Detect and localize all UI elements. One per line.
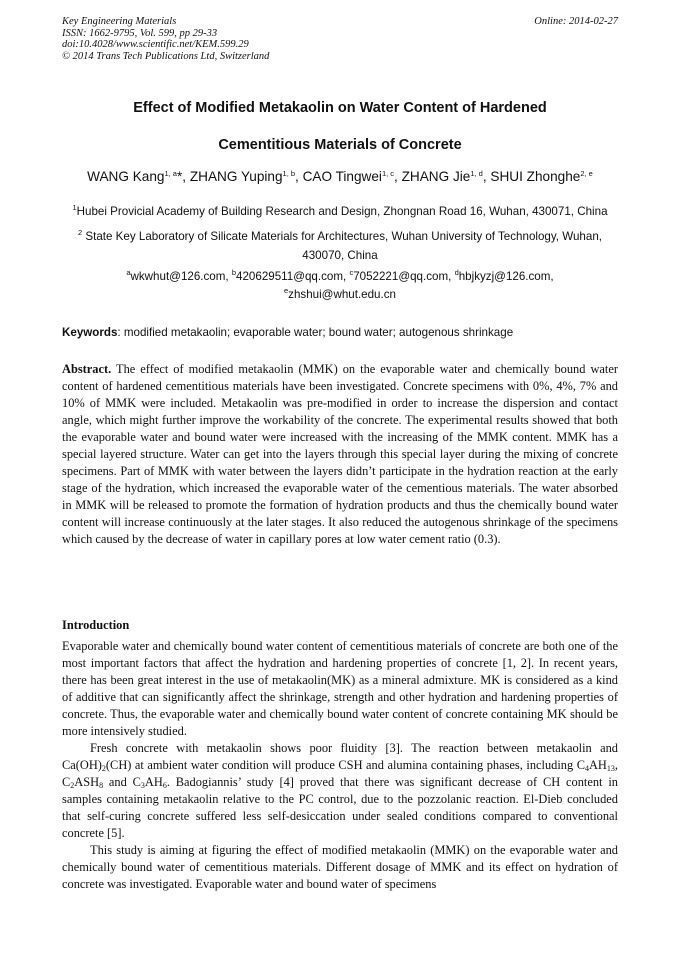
journal-name: Key Engineering Materials [62, 16, 177, 27]
email-superscript: a [126, 268, 131, 277]
issn-line: ISSN: 1662-9795, Vol. 599, pp 29-33 [62, 27, 218, 39]
author-superscript: 1, a [164, 169, 177, 178]
keywords-label: Keywords [62, 326, 118, 339]
affiliation-2 [62, 227, 618, 265]
title-line-1: Effect of Modified Metakaolin on Water Content of Hardened [133, 100, 547, 116]
email-superscript: c [349, 268, 354, 277]
author-superscript: 1, c [381, 169, 395, 178]
email-superscript: d [454, 268, 459, 277]
author-list [62, 168, 618, 186]
author-superscript: 1, d [470, 169, 483, 178]
email-link[interactable]: wkwhut@126.com, [130, 270, 232, 283]
affiliation-text: Hubei Provicial Academy of Building Research and Design, Zhongnan Road 16, Wuhan, 430071, China [76, 205, 608, 218]
email-superscript: e [284, 286, 289, 295]
email-link[interactable]: 420629511@qq.com, [236, 270, 350, 283]
email-superscript: b [231, 268, 237, 277]
intro-paragraph-3: This study is aiming at figuring the effect of modified metakaolin (MMK) on the evaporable water and chemically bound water of cementitious materials. Different dosage of MMK and its effect on hydration of concrete was investigated. Evaporable water and bound water of specimens [62, 843, 618, 891]
email-link[interactable]: zhshui@whut.edu.cn [288, 288, 396, 301]
affiliation-number: 2 [77, 228, 83, 237]
subscript: 13 [606, 764, 615, 773]
author-name: , ZHANG Jie [394, 169, 471, 184]
author-superscript: 2, e [580, 169, 593, 178]
text-run: and C [103, 775, 141, 789]
author-name: , SHUI Zhonghe [482, 169, 581, 184]
journal-header [62, 16, 618, 62]
email-link[interactable]: 7052221@qq.com, [353, 270, 455, 283]
affiliation-1 [62, 202, 618, 221]
introduction-body [62, 638, 618, 893]
corresponding-author-mark: * [176, 169, 183, 184]
text-run: AH [144, 775, 163, 789]
author-superscript: 1, b [282, 169, 296, 178]
online-date: Online: 2014-02-27 [534, 16, 618, 27]
subscript: 6 [162, 781, 167, 790]
abstract-text: The effect of modified metakaolin (MMK) on the evaporable water and chemically bound water content of hardened cementitious materials have been investigated. Concrete specimens with 0%, 4%, 7% and 10% of MMK were included. Metakaolin was pre-modified in order to increase the dispersion and contact angle, which might further improve the workability of the concrete. The experimental results showed that both the evaporable water and bound water were increased with the increasing of the MMK content. MMK has a special layered structure. Water can get into the layers through this special layer during the mixing of concrete specimens. Part of MMK with water between the layers didn’t participate in the hydration reaction at the early stage of the hydration, which increased the evaporable water of the cementious materials. The water absorbed in MMK will be released to promote the formation of hydration products and thus the chemically bound water content will increase continuously at the later stages. It also reduced the autogenous shrinkage of the specimens which caused by the decrease of water in capillary pores at low water cement ratio (0.3). [62, 362, 618, 546]
intro-paragraph-2 [62, 740, 618, 842]
text-run: AH [588, 758, 607, 772]
affiliation-text: State Key Laboratory of Silicate Materials for Architectures, Wuhan University of Technology, Wuhan, 430070, China [85, 230, 602, 262]
text-run: . Badogiannis’ study [4] proved that there was significant decrease of CH content in samples containing metakaolin relative to the PC control, due to the pozzolanic reaction. El-Dieb concluded that self-curing concrete suffered less self-desiccation under sealed conditions compared to conventional concrete [5]. [62, 775, 618, 840]
abstract [62, 361, 618, 548]
email-link[interactable]: hbjkyzj@126.com, [458, 270, 554, 283]
author-emails [90, 268, 590, 304]
text-run: ASH [74, 775, 100, 789]
keywords [62, 325, 618, 341]
text-run: Fresh concrete with metakaolin shows poor fluidity [3]. The reaction between metakaolin and Ca(OH) [62, 741, 618, 772]
affiliation-number: 1 [72, 203, 77, 212]
title-line-2: Cementitious Materials of Concrete [218, 137, 462, 153]
author-name: WANG Kang [87, 169, 165, 184]
subscript: 4 [584, 764, 589, 773]
intro-paragraph-1: Evaporable water and chemically bound water content of cementitious materials of concrete are both one of the most important factors that affect the hydration and hardening properties of concrete [1, 2]. In recent years, there has been great interest in the use of metakaolin(MK) as a mineral admixture. MK is considered as a kind of additive that can significantly affect the shrinkage, strength and other hydration and hardening properties of concrete. Thus, the evaporable water and chemically bound water content of concrete containing MK should be more intensively studied. [62, 639, 618, 738]
author-name: , ZHANG Yuping [182, 169, 283, 184]
copyright-line: © 2014 Trans Tech Publications Ltd, Switzerland [62, 50, 270, 62]
introduction-heading: Introduction [62, 618, 130, 632]
author-name: , CAO Tingwei [295, 169, 382, 184]
abstract-label: Abstract. [62, 362, 112, 376]
subscript: 8 [99, 781, 104, 790]
text-run: (CH) at ambient water condition will produce CSH and alumina containing phases, including C [105, 758, 585, 772]
keywords-text: : modified metakaolin; evaporable water; bound water; autogenous shrinkage [117, 326, 514, 339]
subscript: 2 [101, 764, 106, 773]
doi-line[interactable]: doi:10.4028/www.scientific.net/KEM.599.29 [62, 39, 249, 50]
subscript: 2 [70, 781, 75, 790]
subscript: 3 [140, 781, 145, 790]
paper-title [62, 90, 618, 164]
text-run: , C [62, 758, 618, 789]
